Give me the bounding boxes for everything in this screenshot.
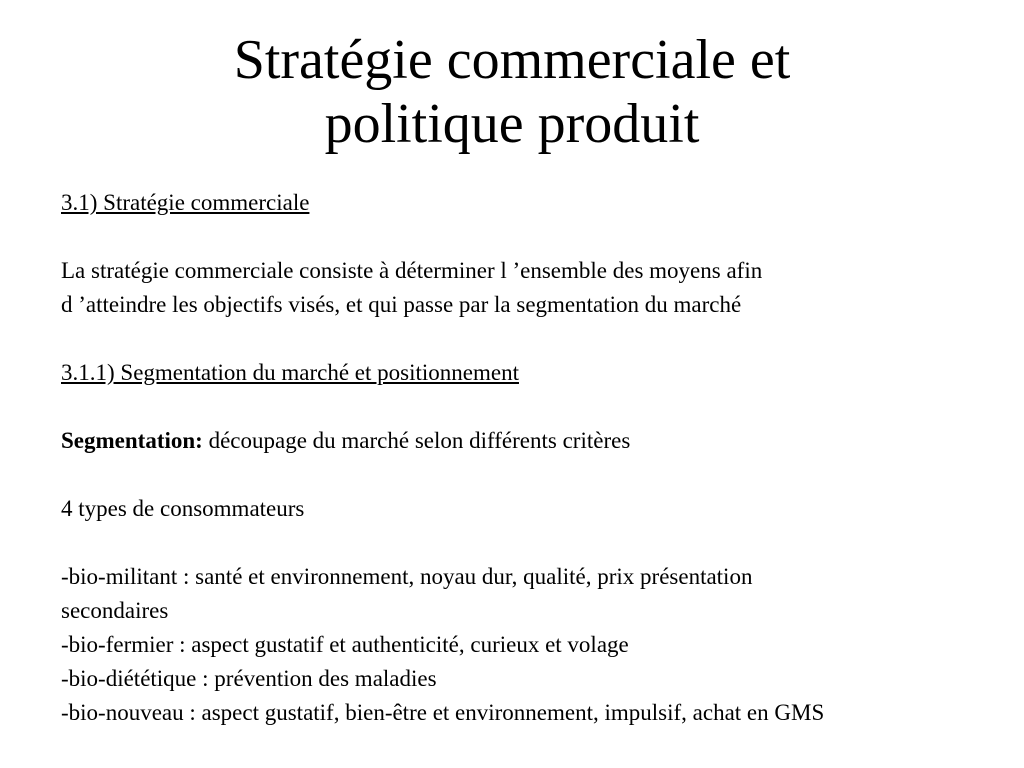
section-heading: 3.1) Stratégie commerciale (61, 190, 310, 215)
consumer-type-line: -bio-diététique : prévention des maladies (61, 666, 437, 691)
intro-line-2: d ’atteindre les objectifs visés, et qui passe par la segmentation du marché (61, 292, 742, 317)
types-heading: 4 types de consommateurs (61, 496, 305, 521)
subsection-heading: 3.1.1) Segmentation du marché et positionnement (61, 360, 519, 385)
slide-title (0, 28, 1024, 156)
consumer-type-line: secondaires (61, 598, 169, 623)
segmentation-term: Segmentation: (61, 428, 203, 453)
spacer (61, 322, 1011, 356)
spacer (61, 526, 1011, 560)
segmentation-definition (61, 424, 1011, 458)
spacer (61, 458, 1011, 492)
consumer-type-line: -bio-militant : santé et environnement, noyau dur, qualité, prix présentation (61, 564, 753, 589)
slide-body (61, 186, 1011, 730)
slide-title-line-2: politique produit (324, 93, 700, 155)
segmentation-definition-text: découpage du marché selon différents critères (202, 428, 631, 453)
spacer (61, 390, 1011, 424)
intro-line-1: La stratégie commerciale consiste à déterminer l ’ensemble des moyens afin (61, 258, 763, 283)
slide-title-line-1: Stratégie commerciale et (233, 29, 791, 91)
consumer-type-line: -bio-nouveau : aspect gustatif, bien-être et environnement, impulsif, achat en GMS (61, 700, 825, 725)
spacer (61, 220, 1011, 254)
consumer-type-line: -bio-fermier : aspect gustatif et authenticité, curieux et volage (61, 632, 629, 657)
